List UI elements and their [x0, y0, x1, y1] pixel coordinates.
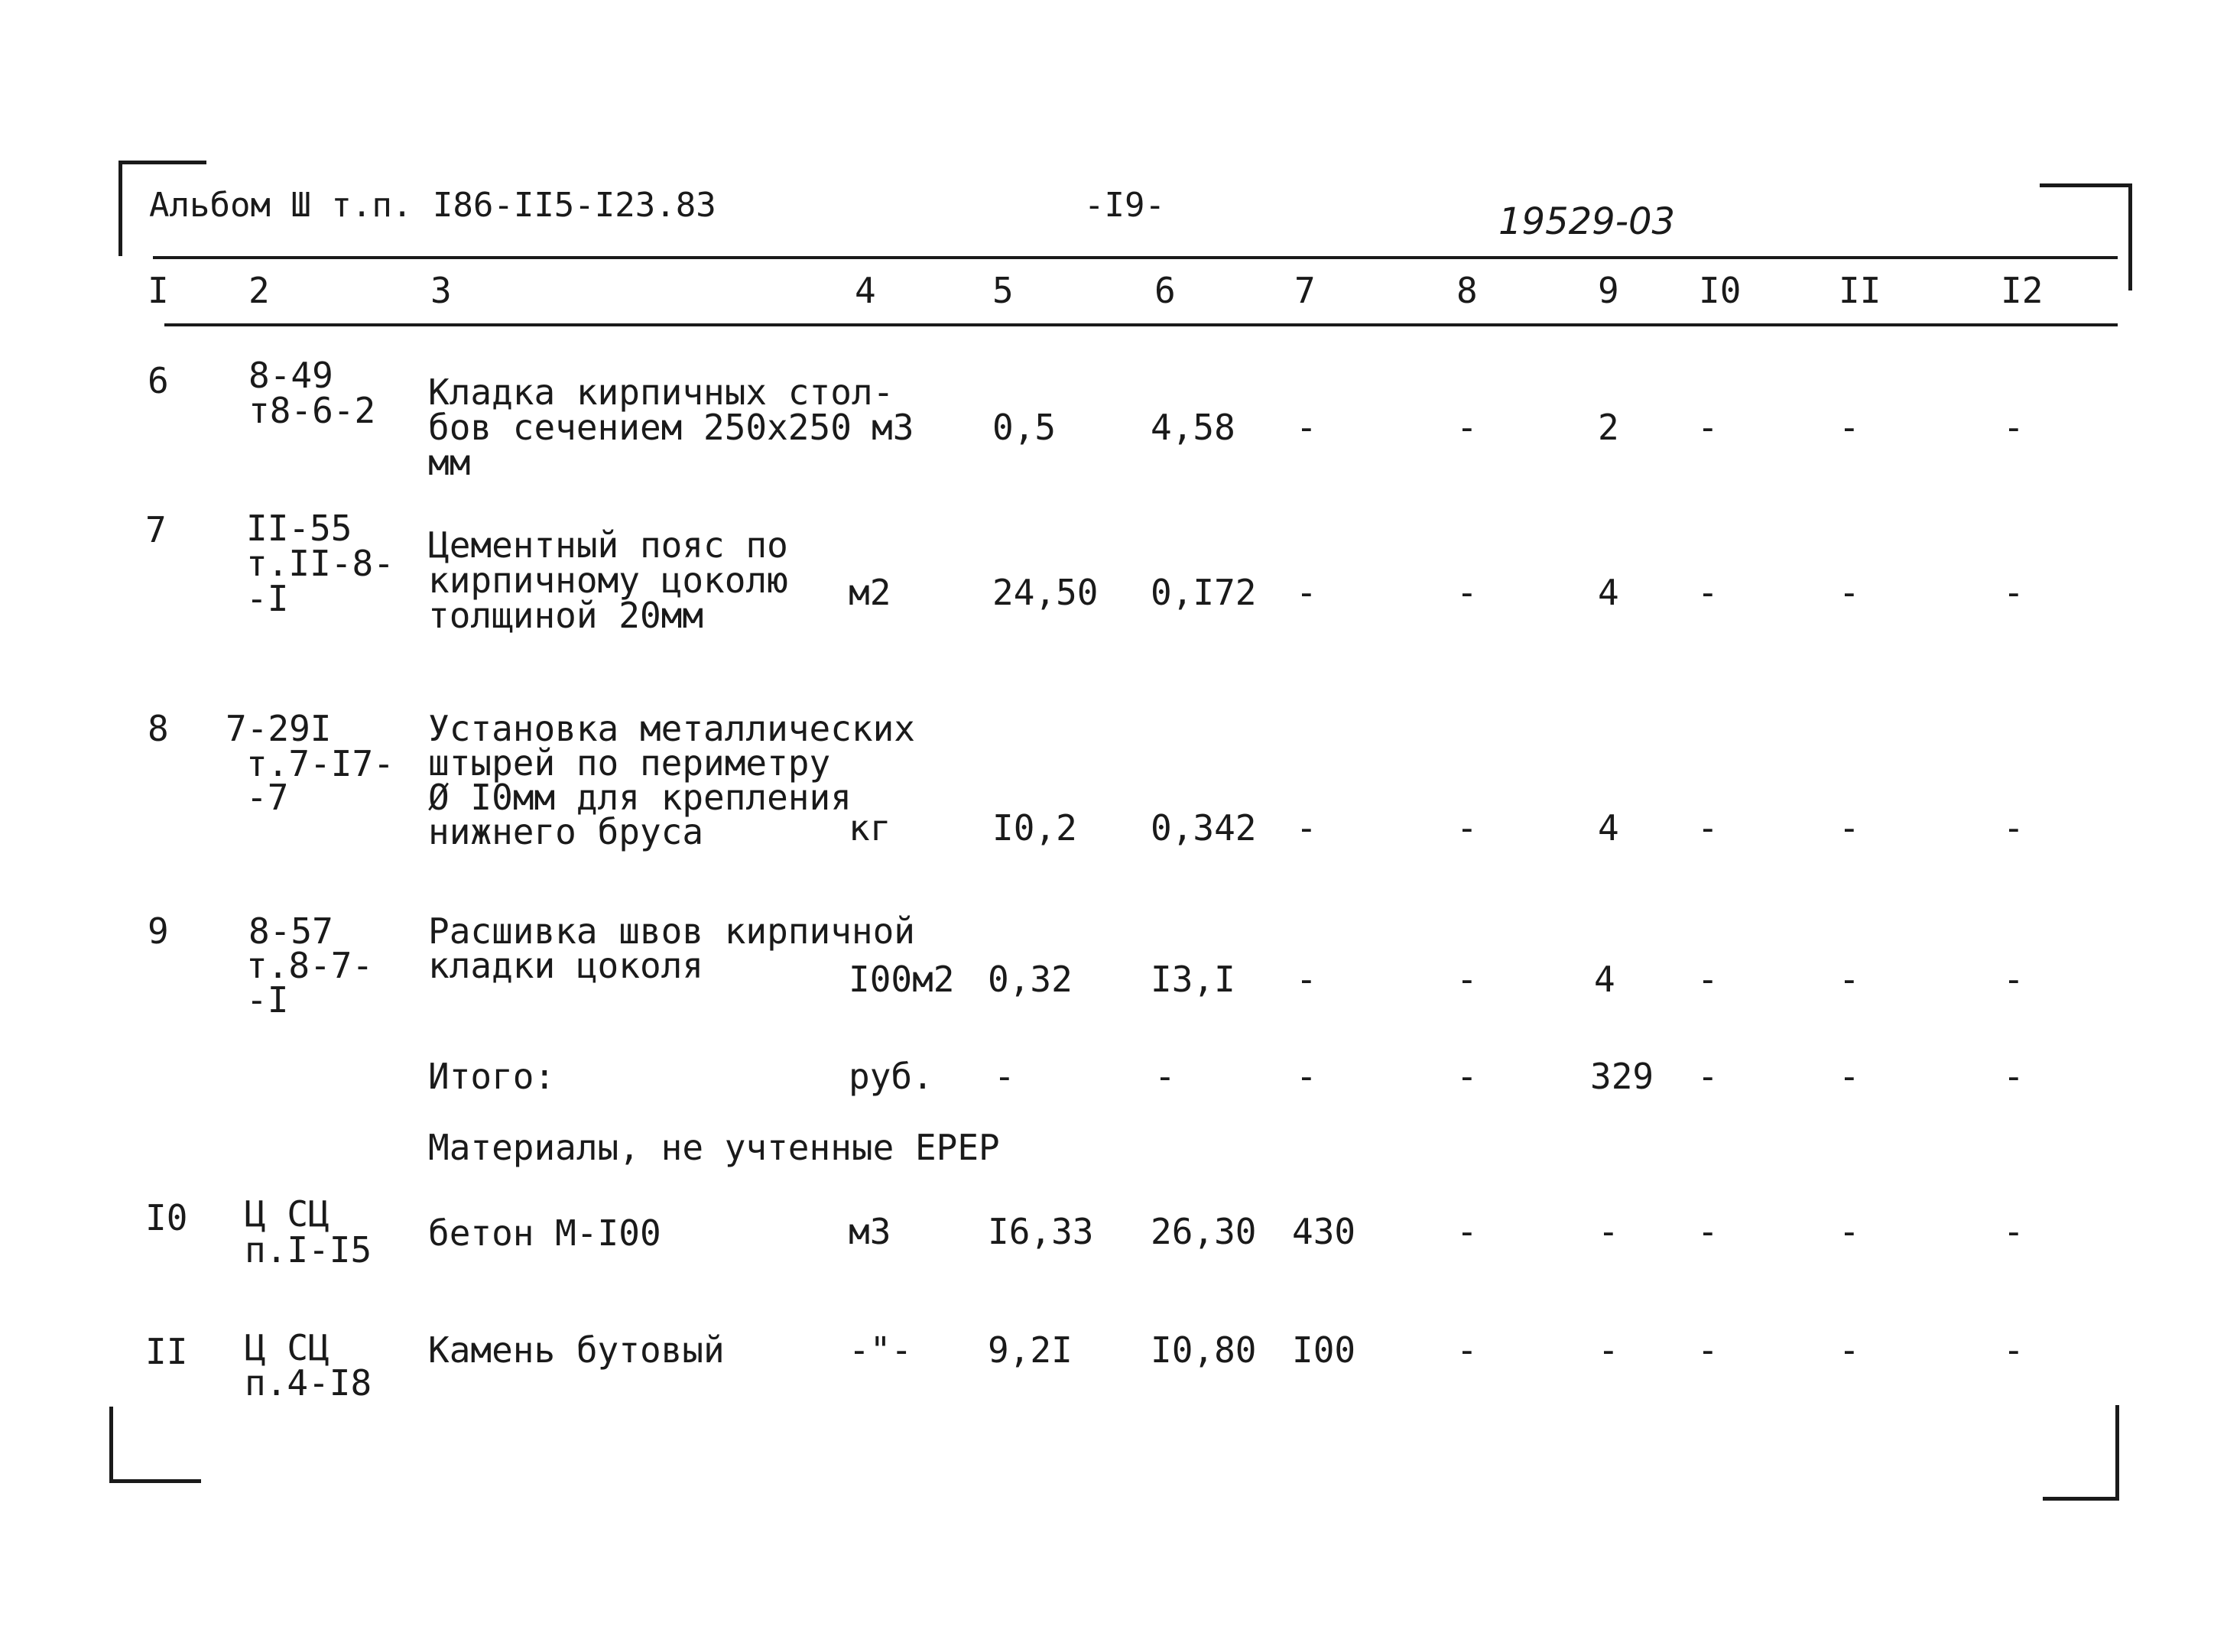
column-header-12: I2 [2001, 270, 2044, 311]
row-col10: - [1697, 1329, 1719, 1371]
row-col5: 24,50 [992, 572, 1099, 613]
bracket-bottom-left-h [109, 1479, 201, 1483]
row-col5: 9,2I [988, 1329, 1073, 1371]
row-col10: - [1697, 1211, 1719, 1252]
row-col11: - [1839, 1329, 1860, 1371]
row-unit: I00м2 [849, 959, 955, 1000]
row-col7: - [1296, 1056, 1317, 1097]
row-description: бетон М-I00 [428, 1212, 661, 1254]
row-number: I0 [145, 1197, 188, 1238]
row-col7: 430 [1292, 1211, 1356, 1252]
column-header-11: II [1839, 270, 1881, 311]
row-description: мм [428, 442, 471, 483]
album-reference: Альбом Ш т.п. I86-II5-I23.83 [149, 186, 716, 225]
row-unit: м3 [872, 407, 914, 448]
row-description: Кладка кирпичных стол- [428, 372, 894, 413]
row-code: т.II-8- [246, 543, 394, 584]
row-code: Ц СЦ [245, 1193, 330, 1235]
row-number: 6 [148, 360, 169, 401]
row-col7: - [1296, 959, 1317, 1000]
row-col7: - [1296, 807, 1317, 849]
row-description: нижнего бруса [428, 811, 704, 852]
row-col12: - [2003, 572, 2024, 613]
row-col10: - [1697, 1056, 1719, 1097]
row-description: кирпичному цоколю [428, 560, 788, 601]
row-code: т.8-7- [246, 945, 374, 986]
row-col5: I6,33 [988, 1211, 1094, 1252]
row-col9: 4 [1594, 959, 1615, 1000]
row-col10: - [1697, 407, 1719, 448]
row-col8: - [1456, 1329, 1478, 1371]
bracket-top-left-v [118, 161, 122, 256]
row-col6: - [1154, 1056, 1176, 1097]
row-description: бов сечением 250х250 [428, 407, 852, 448]
bracket-bottom-right-v [2115, 1405, 2119, 1501]
row-col11: - [1839, 572, 1860, 613]
row-description: Расшивка швов кирпичной [428, 910, 915, 952]
row-description: Камень бутовый [428, 1329, 725, 1371]
row-col12: - [2003, 407, 2024, 448]
row-col11: - [1839, 1056, 1860, 1097]
row-code: 8-57 [248, 910, 333, 952]
bracket-bottom-right-h [2043, 1497, 2119, 1501]
bracket-top-left-h [118, 161, 206, 164]
row-unit: кг [849, 807, 891, 849]
row-code: -I [246, 979, 289, 1021]
header-rule-top [153, 256, 2118, 259]
total-label: Итого: [428, 1056, 556, 1097]
row-unit: м3 [849, 1211, 891, 1252]
column-header-4: 4 [855, 270, 876, 311]
column-header-9: 9 [1598, 270, 1619, 311]
bracket-top-right-h [2040, 183, 2131, 187]
row-col12: - [2003, 1211, 2024, 1252]
column-header-2: 2 [248, 270, 270, 311]
row-code: 8-49 [248, 355, 333, 396]
row-col7: I00 [1292, 1329, 1356, 1371]
column-header-10: I0 [1699, 270, 1742, 311]
row-col8: - [1456, 1056, 1478, 1097]
row-col11: - [1839, 407, 1860, 448]
column-header-8: 8 [1456, 270, 1478, 311]
row-code: -7 [246, 777, 289, 818]
row-code: -I [246, 578, 289, 619]
row-code: 7-29I [226, 708, 332, 749]
row-number: 9 [148, 910, 169, 952]
row-col5: 0,5 [992, 407, 1057, 448]
row-col6: 26,30 [1151, 1211, 1257, 1252]
row-col9: - [1598, 1329, 1619, 1371]
row-col6: I0,80 [1151, 1329, 1257, 1371]
row-col11: - [1839, 959, 1860, 1000]
row-code: т8-6-2 [248, 390, 376, 431]
row-code: п.4-I8 [245, 1362, 372, 1404]
row-col10: - [1697, 572, 1719, 613]
row-col8: - [1456, 407, 1478, 448]
bracket-bottom-left-v [109, 1407, 113, 1483]
row-col6: 0,I72 [1151, 572, 1257, 613]
materials-section-heading: Материалы, не учтенные ЕРЕР [428, 1127, 1000, 1168]
column-header-7: 7 [1294, 270, 1316, 311]
row-description: толщиной 20мм [428, 595, 704, 636]
page-number: -I9- [1084, 186, 1165, 225]
row-col7: - [1296, 407, 1317, 448]
column-header-3: 3 [430, 270, 452, 311]
column-header-1: I [148, 270, 169, 311]
row-description: штырей по периметру [428, 742, 831, 784]
row-col9: 4 [1598, 807, 1619, 849]
row-col5: I0,2 [992, 807, 1077, 849]
row-col6: I3,I [1151, 959, 1235, 1000]
row-col12: - [2003, 1329, 2024, 1371]
row-description: Установка металлических [428, 708, 915, 749]
row-col9: 2 [1598, 407, 1619, 448]
row-col7: - [1296, 572, 1317, 613]
row-col11: - [1839, 807, 1860, 849]
row-col12: - [2003, 807, 2024, 849]
row-description: Цементный пояс по [428, 524, 788, 566]
row-col10: - [1697, 959, 1719, 1000]
row-col9: 4 [1598, 572, 1619, 613]
row-col6: 4,58 [1151, 407, 1235, 448]
row-code: п.I-I5 [245, 1229, 372, 1271]
row-col8: - [1456, 1211, 1478, 1252]
total-value: 329 [1590, 1056, 1654, 1097]
header-rule-bottom [164, 323, 2118, 326]
row-description: кладки цоколя [428, 945, 704, 986]
row-unit: руб. [849, 1056, 933, 1097]
row-unit: м2 [849, 572, 891, 613]
column-header-5: 5 [992, 270, 1014, 311]
row-code: т.7-I7- [246, 743, 394, 784]
row-col10: - [1697, 807, 1719, 849]
row-col8: - [1456, 807, 1478, 849]
row-number: II [145, 1331, 188, 1372]
document-code: 19529-03 [1498, 200, 1676, 243]
row-col12: - [2003, 959, 2024, 1000]
row-col6: 0,342 [1151, 807, 1257, 849]
row-col5: - [994, 1056, 1015, 1097]
row-code: II-55 [246, 508, 352, 549]
row-description: Ø I0мм для крепления [428, 777, 852, 818]
row-number: 7 [145, 509, 167, 550]
row-col9: - [1598, 1211, 1619, 1252]
row-unit: -"- [849, 1329, 913, 1371]
row-col11: - [1839, 1211, 1860, 1252]
row-code: Ц СЦ [245, 1327, 330, 1368]
row-col12: - [2003, 1056, 2024, 1097]
column-header-6: 6 [1154, 270, 1176, 311]
row-number: 8 [148, 708, 169, 749]
bracket-top-right-v [2128, 183, 2132, 290]
row-col5: 0,32 [988, 959, 1073, 1000]
row-col8: - [1456, 572, 1478, 613]
row-col8: - [1456, 959, 1478, 1000]
